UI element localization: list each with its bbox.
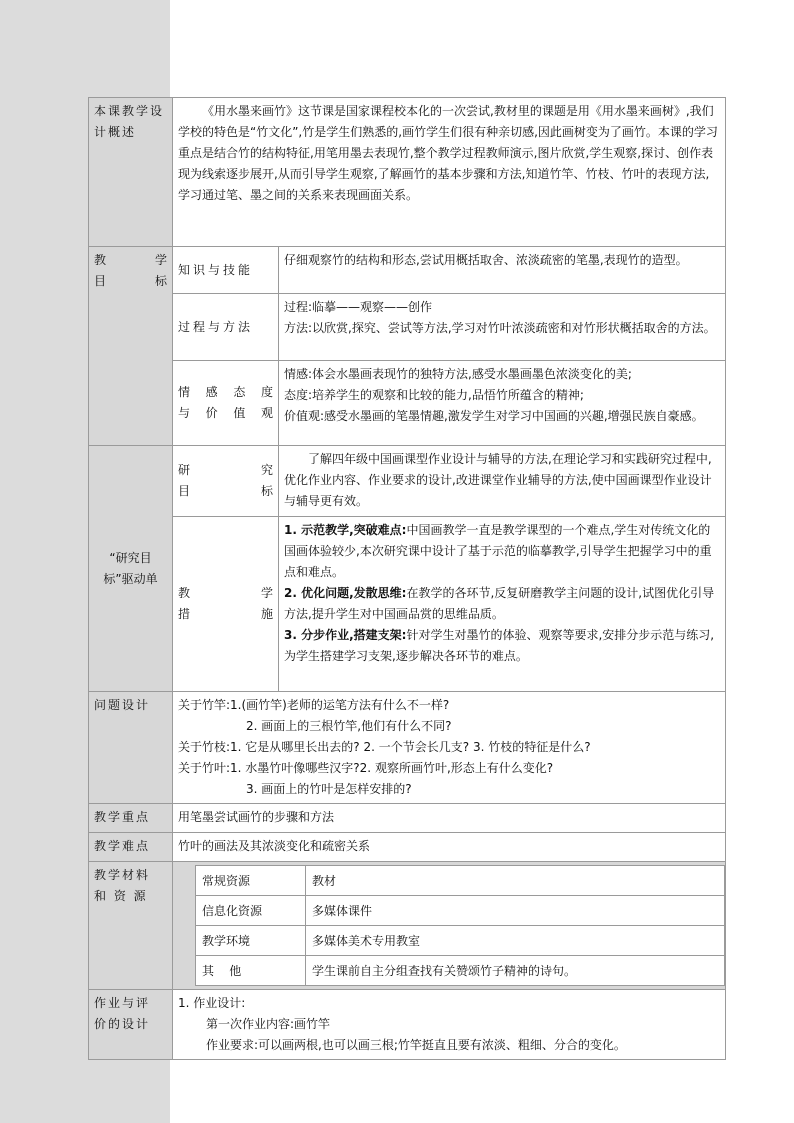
knowledge-label: 知识与技能 [173,247,279,294]
materials-item-value: 多媒体课件 [306,896,725,926]
measure-item: 2. 优化问题,发散思维:在教学的各环节,反复研磨教学主问题的设计,试图优化引导方法,提升学生对中国画品赏的思维品质。 [284,586,715,621]
difficulty-label: 教学难点 [89,833,173,862]
homework-row [89,990,726,1060]
overview-text: 《用水墨来画竹》这节课是国家课程校本化的一次尝试,教材里的课题是用《用水墨来画树》,我们学校的特色是“竹文化”,竹是学生们熟悉的,画竹学生们很有种亲切感,因此画树变为了画竹。本课的学习重点是结合竹的结构特征,用笔用墨去表现竹,整个教学过程教师演示,图片欣赏,学生观察,探讨、创作表现为线索逐步展开,从而引导学生观察,了解画竹的基本步骤和方法,知道竹竿、竹枝、竹叶的表现方法,学习通过笔、墨之间的关系来表现画面关系。 [173,98,726,247]
lesson-plan-table [88,97,726,1060]
materials-item [196,866,725,896]
materials-item-value: 多媒体美术专用教室 [306,926,725,956]
materials-item-value: 教材 [306,866,725,896]
materials-table [195,865,725,986]
difficulty-text: 竹叶的画法及其浓淡变化和疏密关系 [173,833,726,862]
materials-item [196,926,725,956]
process-text: 过程:临摹——观察——创作 方法:以欣赏,探究、尝试等方法,学习对竹叶浓淡疏密和对竹形状概括取舍的方法。 [279,294,726,361]
materials-item-name: 教学环境 [196,926,306,956]
questions-text: 关于竹竿:1.(画竹竿)老师的运笔方法有什么不一样? 2. 画面上的三根竹竿,他们有什么不同? 关于竹枝:1. 它是从哪里长出去的? 2. 一个节会长几支? 3. 竹枝的特征是什么? 关于竹叶:1. 水墨竹叶像哪些汉字?2. 观察所画竹叶,形态上有什么变化? 3. 画面上的竹叶是怎样安排的? [173,692,726,804]
research-goal-text: 了解四年级中国画课型作业设计与辅导的方法,在理论学习和实践研究过程中,优化作业内容、作业要求的设计,改进课堂作业辅导的方法,使中国画课型作业设计与辅导更有效。 [279,446,726,517]
materials-item-name: 常规资源 [196,866,306,896]
materials-cell [173,862,726,990]
measure-item: 1. 示范教学,突破难点:中国画教学一直是教学课型的一个难点,学生对传统文化的国画体验较少,本次研究课中设计了基于示范的临摹教学,引导学生把握学习中的重点和难点。 [284,523,712,579]
homework-text: 1. 作业设计: 第一次作业内容:画竹竿 作业要求:可以画两根,也可以画三根;竹竿挺直且要有浓淡、粗细、分合的变化。 [173,990,726,1060]
research-goal-row [89,446,726,517]
key-point-text: 用笔墨尝试画竹的步骤和方法 [173,804,726,833]
goal-process-row [89,294,726,361]
goal-emotion-row [89,361,726,446]
measure-item: 3. 分步作业,搭建支架:针对学生对墨竹的体验、观察等要求,安排分步示范与练习,为学生搭建学习支架,逐步解决各环节的难点。 [284,628,715,663]
measure-text [279,517,726,692]
emotion-text: 情感:体会水墨画表现竹的独特方法,感受水墨画墨色浓淡变化的美; 态度:培养学生的观察和比较的能力,品悟竹所蕴含的精神; 价值观:感受水墨画的笔墨情趣,激发学生对学习中国画的兴趣,增强民族自豪感。 [279,361,726,446]
questions-label: 问题设计 [89,692,173,804]
key-point-label: 教学重点 [89,804,173,833]
homework-label: 作业与评 价的设计 [89,990,173,1060]
measure-label: 教 学 措 施 [173,517,279,692]
knowledge-text: 仔细观察竹的结构和形态,尝试用概括取舍、浓淡疏密的笔墨,表现竹的造型。 [279,247,726,294]
overview-label: 本课教学设计概述 [89,98,173,247]
materials-item-value: 学生课前自主分组查找有关赞颂竹子精神的诗句。 [306,956,725,986]
materials-item [196,896,725,926]
goals-label: 教 学 目 标 [89,247,173,446]
materials-row [89,862,726,990]
research-measure-row [89,517,726,692]
materials-item-name: 信息化资源 [196,896,306,926]
materials-item [196,956,725,986]
questions-row [89,692,726,804]
emotion-label: 情 感 态 度 与 价 值 观 [173,361,279,446]
research-goal-label: 研 究 目 标 [173,446,279,517]
research-label: “研究目 标”驱动单 [89,446,173,692]
key-point-row [89,804,726,833]
goal-knowledge-row [89,247,726,294]
materials-label: 教学材料 和 资 源 [89,862,173,990]
process-label: 过程与方法 [173,294,279,361]
difficulty-row [89,833,726,862]
materials-item-name: 其 他 [196,956,306,986]
overview-row [89,98,726,247]
